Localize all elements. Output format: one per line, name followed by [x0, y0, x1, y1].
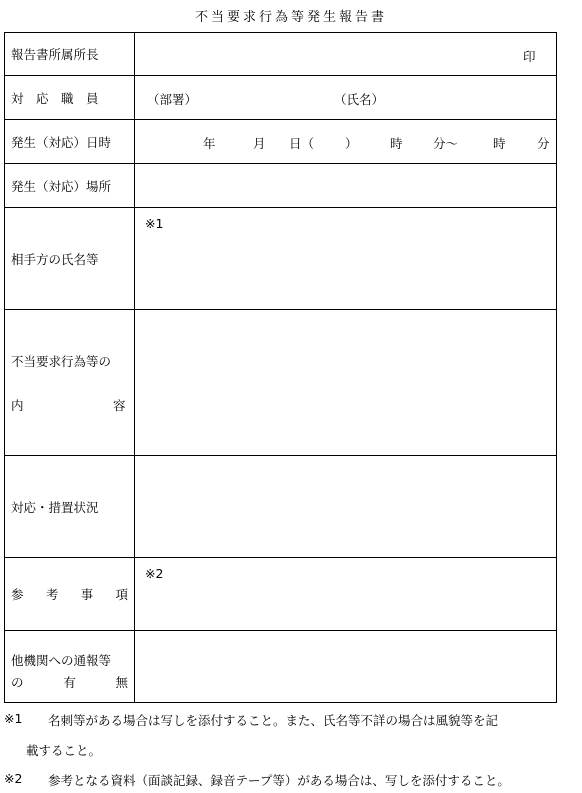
label-cell [5, 208, 135, 309]
content-label-line2-a: 内 [11, 398, 24, 413]
hour-unit-end: 時 [493, 136, 506, 151]
note-mark-1: ※1 [145, 216, 164, 231]
staff-label: 対 応 職 員 [11, 90, 99, 106]
row-datetime [5, 120, 556, 164]
reference-label [11, 585, 128, 603]
row-other-agency [5, 631, 556, 702]
other-agency-label-line2 [11, 673, 128, 691]
document-title: 不当要求行為等発生報告書 [194, 10, 387, 25]
dept-label: （部署） [147, 92, 198, 107]
other-agency-field[interactable] [135, 631, 556, 702]
label-cell [5, 456, 135, 557]
day-unit: 日（ [289, 136, 315, 151]
label-cell [5, 76, 135, 119]
footnote-1-line2: 載すること。 [26, 743, 102, 758]
minute-unit-end: 分 [537, 136, 550, 151]
place-label: 発生（対応）場所 [11, 178, 112, 194]
other-agency-label-char: 有 [63, 675, 76, 690]
content-label-line2-b: 容 [113, 398, 126, 413]
label-cell [5, 33, 135, 75]
year-unit: 年 [203, 136, 216, 151]
report-form-table [4, 32, 557, 703]
response-field[interactable] [135, 456, 556, 557]
hour-unit-start: 時 [390, 136, 403, 151]
label-cell [5, 164, 135, 207]
label-cell [5, 310, 135, 455]
note-mark-2: ※2 [145, 566, 164, 581]
other-agency-label-char: の [11, 675, 24, 690]
content-field[interactable] [135, 310, 556, 455]
report-to-field[interactable] [135, 33, 556, 75]
footnote-2-line1: 参考となる資料（面談記録、録音テープ等）がある場合は、写しを添付すること。 [48, 773, 510, 788]
row-content [5, 310, 556, 456]
datetime-label: 発生（対応）日時 [11, 134, 112, 150]
reference-label-char: 事 [80, 587, 94, 602]
row-report-to [5, 33, 556, 76]
other-agency-label-char: 無 [115, 675, 128, 690]
reference-label-char: 考 [45, 587, 59, 602]
other-agency-label-line1: 他機関への通報等 [11, 653, 112, 668]
row-response [5, 456, 556, 558]
reference-label-char: 参 [11, 587, 24, 602]
label-cell [5, 120, 135, 163]
reference-label-char: 項 [115, 587, 128, 602]
footnote-mark-1: ※1 [4, 711, 23, 726]
row-counterpart [5, 208, 556, 310]
content-label-line1: 不当要求行為等の [11, 354, 112, 369]
counterpart-label: 相手方の氏名等 [11, 251, 99, 267]
month-unit: 月 [253, 136, 266, 151]
minute-unit-start: 分～ [433, 136, 459, 151]
response-label: 対応・措置状況 [11, 499, 99, 515]
counterpart-field[interactable] [135, 208, 556, 309]
datetime-field[interactable] [135, 120, 556, 163]
footnote-1-line1: 名刺等がある場合は写しを添付すること。また、氏名等不詳の場合は風貌等を記 [48, 713, 499, 728]
staff-field[interactable] [135, 76, 556, 119]
name-label: （氏名） [334, 92, 385, 107]
reference-field[interactable] [135, 558, 556, 630]
label-cell [5, 631, 135, 702]
footnote-mark-2: ※2 [4, 771, 23, 786]
row-reference [5, 558, 556, 631]
report-to-label: 報告書所属所長 [11, 47, 99, 62]
seal-mark: 印 [523, 49, 536, 64]
label-cell [5, 558, 135, 630]
weekday-close: ） [345, 136, 358, 151]
place-field[interactable] [135, 164, 556, 207]
row-staff [5, 76, 556, 120]
row-place [5, 164, 556, 208]
